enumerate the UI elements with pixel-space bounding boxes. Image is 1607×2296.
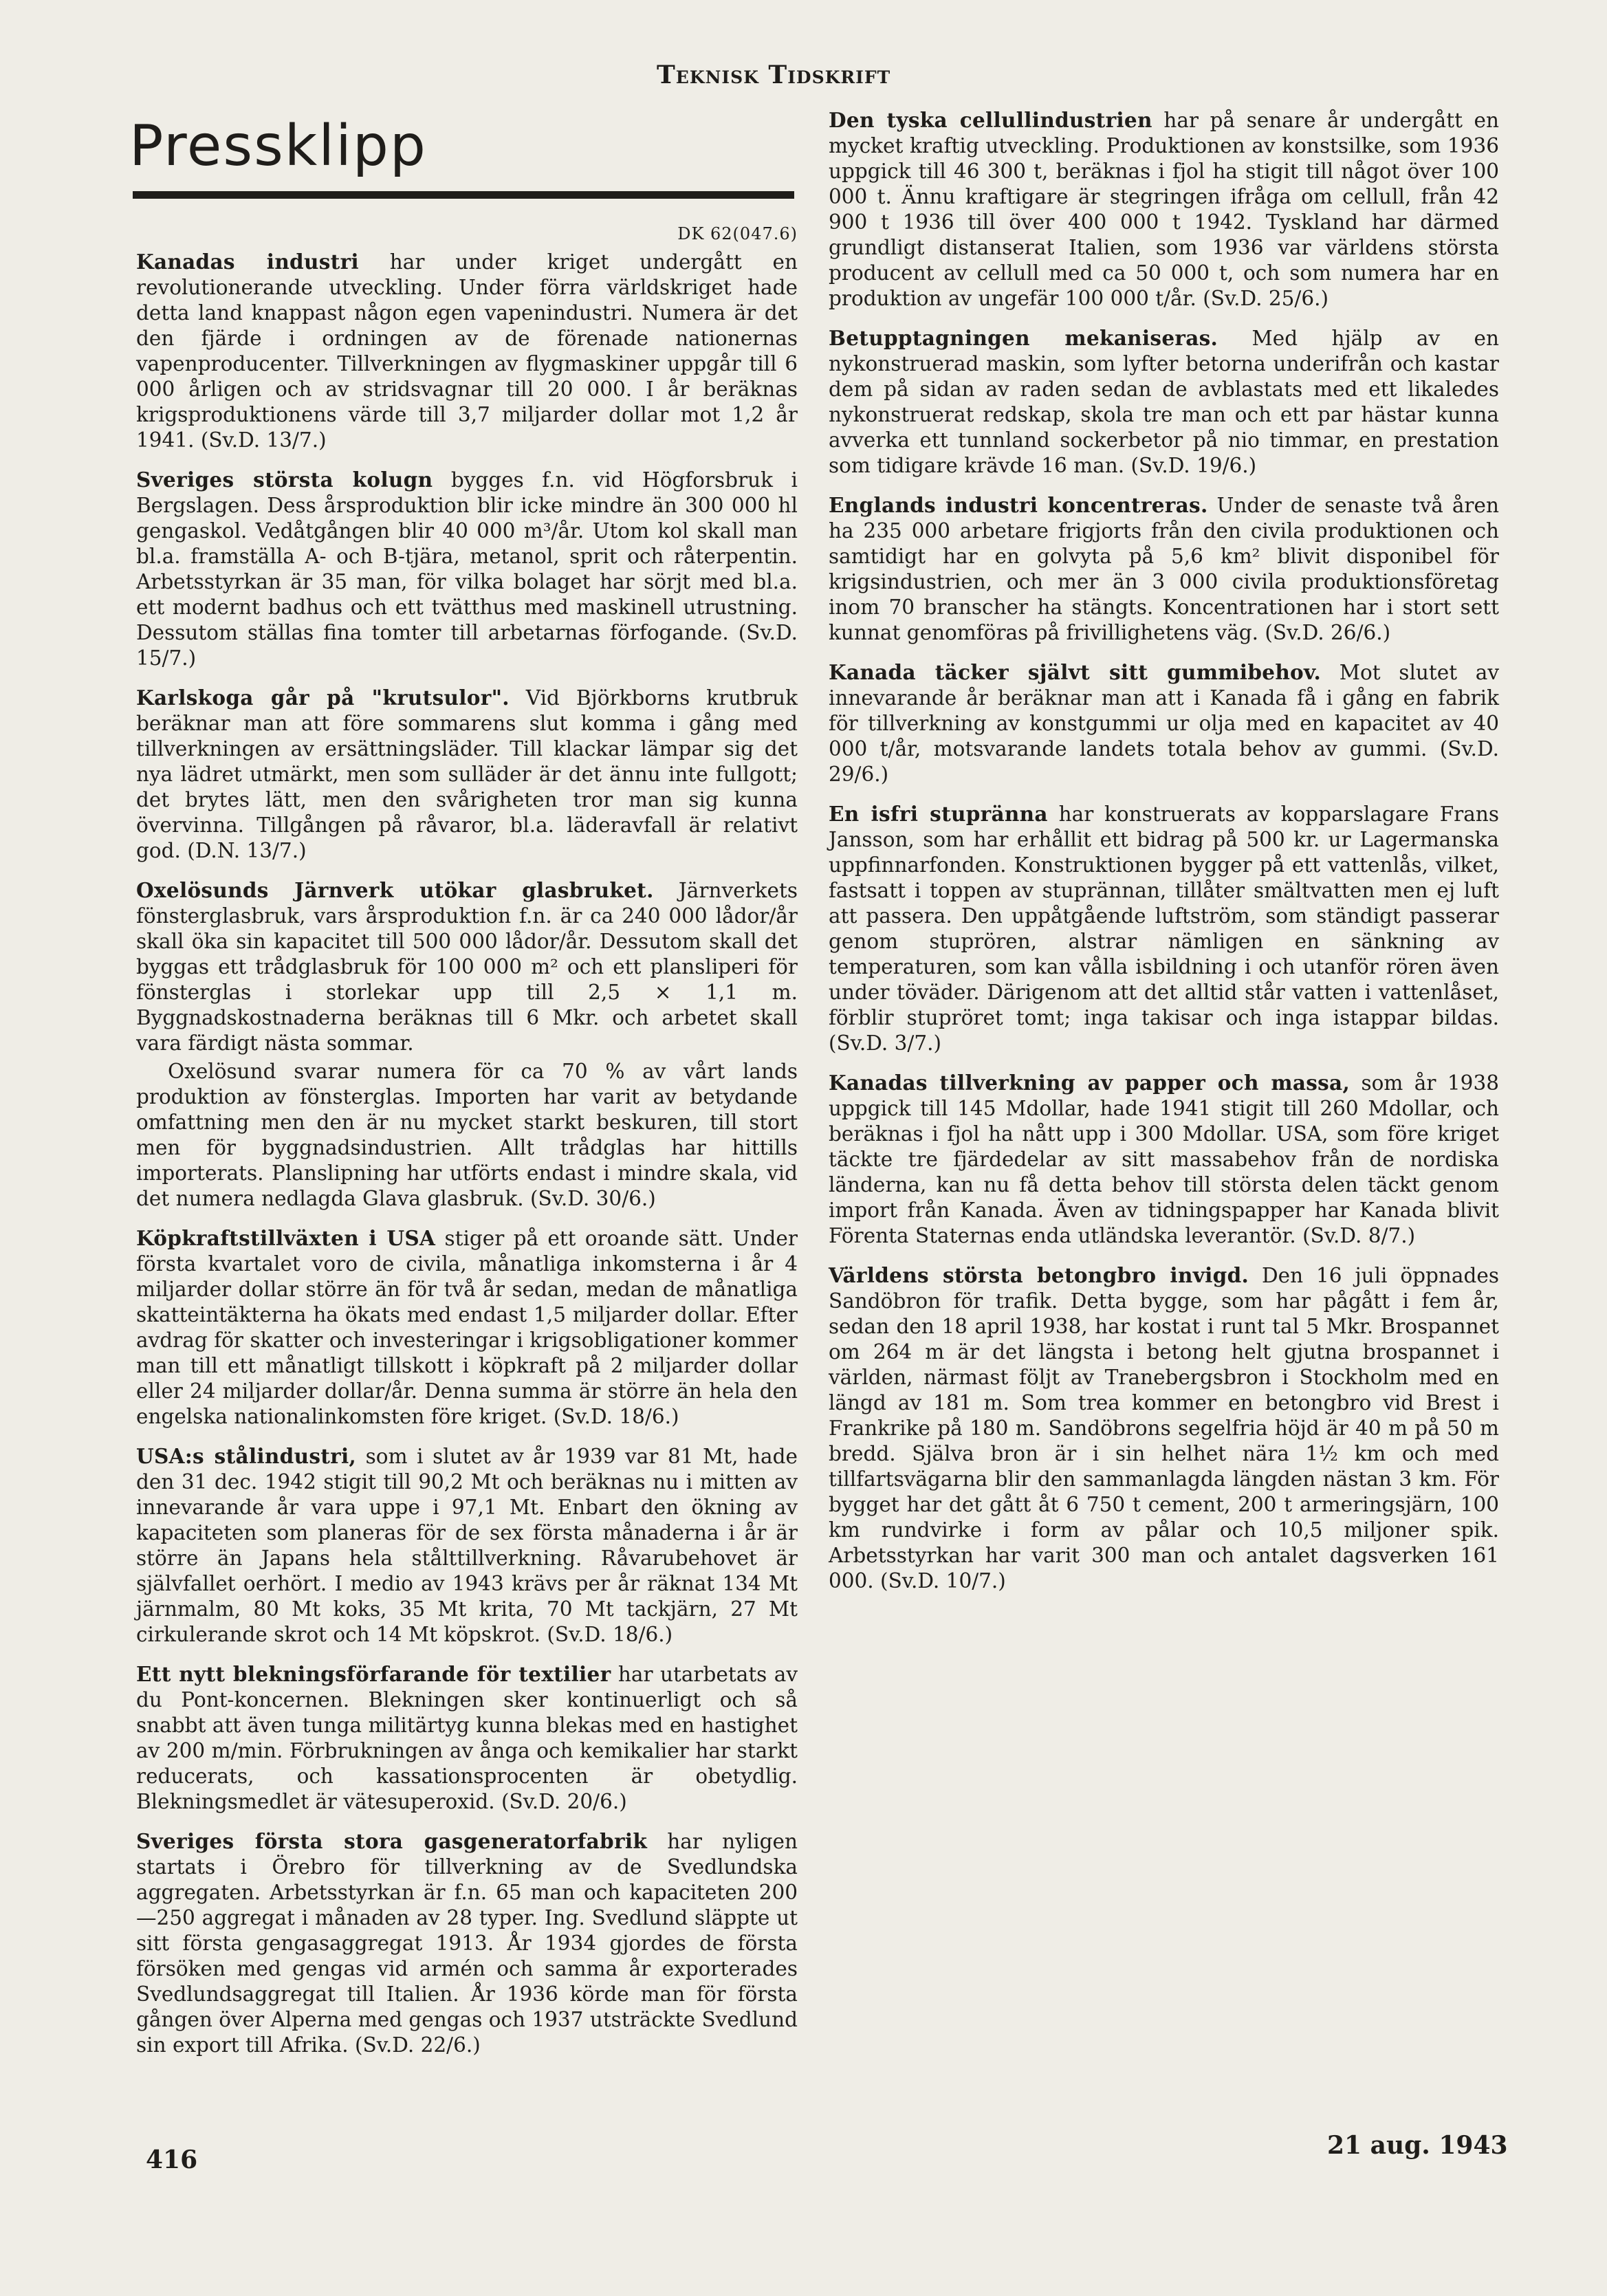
title-rule: [133, 191, 794, 199]
article-headline: Sveriges största kolugn: [136, 468, 433, 492]
section-title: Pressklipp: [129, 113, 427, 179]
article-body: som i slutet av år 1939 var 81 Mt, hade den 31 dec. 1942 stigit till 90,2 Mt och beräknas nu i mitten av innevarande år vara uppe i 97,1 Mt. Enbart den ökning av kapaciteten som planeras för de sex första månaderna i år är större än Japans hela stålttillverkning. Råvarubehovet är självfallet oerhört. I medio av 1943 krävs per år räknat 134 Mt järnmalm, 80 Mt koks, 35 Mt krita, 70 Mt tackjärn, 27 Mt cirkulerande skrot och 14 Mt köpskrot. (Sv.D. 18/6.): [136, 1445, 798, 1646]
article-headline: Kanada täcker självt sitt gummibehov.: [829, 660, 1322, 684]
article-body: har under kriget undergått en revolutionerande utveckling. Under förra världskriget hade detta land knappast någon egen vapenindustri. Numera är det den fjärde i ordningen av de förenade nationernas vapenproducenter. Tillverkningen av flygmaskiner uppgår till 6 000 årligen och av stridsvagnar till 20 000. I år beräknas krigsproduktionens värde till 3,7 miljarder dollar mot 1,2 år 1941. (Sv.D. 13/7.): [136, 250, 798, 452]
page-number: 416: [146, 2145, 198, 2174]
article-gasgenerator: [136, 1828, 798, 2058]
article-headline: Kanadas industri: [136, 250, 359, 274]
article-karlskoga: [136, 685, 798, 864]
article-headline: Köpkraftstillväxten i USA: [136, 1226, 436, 1250]
right-column: [829, 107, 1499, 1608]
issue-date: 21 aug. 1943: [1327, 2131, 1508, 2160]
article-body: Den 16 juli öppnades Sandöbron för trafik. Detta bygge, som har pågått i fem år, sedan den 18 april 1938, har kostat i runt tal 5 Mkr. Brospannet om 264 m är det längsta i betong helt gjutna brospannet i världen, närmast följt av Tranebergsbron i Stockholm med en längd av 181 m. Som trea kommer en betongbro vid Brest i Frankrike på 180 m. Sandöbrons segelfria höjd är 40 m på 50 m bredd. Själva bron är i sin helhet nära 1½ km och med tillfartsvägarna blir den sammanlagda längden nästan 3 km. För bygget har det gått åt 6 750 t cement, 200 t armeringsjärn, 100 km rundvirke i form av pålar och 10,5 miljoner spik. Arbetsstyrkan har varit 300 man och antalet dagsverken 161 000. (Sv.D. 10/7.): [829, 1264, 1499, 1593]
article-body: har nyligen startats i Örebro för tillverkning av de Svedlundska aggregaten. Arbetsstyrkan är f.n. 65 man och kapaciteten 200—250 aggregat i månaden av 28 typer. Ing. Svedlund släppte ut sitt första gengasaggregat 1913. År 1934 gjordes de första försöken med gengas vid armén och samma år exporterades Svedlundsaggregat till Italien. År 1936 körde man för första gången över Alperna med gengas och 1937 utsträckte Svedlund sin export till Afrika. (Sv.D. 22/6.): [136, 1830, 798, 2057]
article-headline: Den tyska cellullindustrien: [829, 108, 1152, 132]
article-body: stiger på ett oroande sätt. Under första kvartalet voro de civila, månatliga inkomsterna i år 4 miljarder dollar större än för två år sedan, medan de månatliga skatteintäkterna ha ökats med endast 1,5 miljarder dollar. Efter avdrag för skatter och investeringar i krigsobligationer kommer man till ett månatligt tillskott i köpkraft på 2 miljarder dollar eller 24 miljarder dollar/år. Denna summa är större än hela den engelska nationalinkomsten före kriget. (Sv.D. 18/6.): [136, 1227, 798, 1428]
article-body: som år 1938 uppgick till 145 Mdollar, hade 1941 stigit till 260 Mdollar, och beräknas i fjol ha nått upp i 300 Mdollar. USA, som före kriget täckte tre fjärdedelar av sitt massabehov från de nordiska länderna, kan nu få detta behov till största delen täckt genom import från Kanada. Även av tidningspapper har Kanada blivit Förenta Staternas enda utländska leverantör. (Sv.D. 8/7.): [829, 1071, 1499, 1247]
article-headline: Oxelösunds Järnverk utökar glasbruket.: [136, 878, 654, 902]
article-headline: USA:s stålindustri,: [136, 1444, 357, 1468]
article-oxelosund-continued: [136, 1059, 798, 1212]
article-usa-stalindustri: [136, 1443, 798, 1648]
article-headline: Englands industri koncentreras.: [829, 493, 1208, 517]
article-headline: Kanadas tillverkning av papper och massa,: [829, 1071, 1351, 1095]
article-blekning: [136, 1661, 798, 1815]
article-stuprenna: [829, 801, 1499, 1056]
article-betongbro: [829, 1262, 1499, 1594]
article-body: Med hjälp av en nykonstruerad maskin, som lyfter betorna underifrån och kastar dem på sidan av raden sedan de avblastats med ett likaledes nykonstruerat redskap, skola tre man och ett par hästar kunna avverka ett tunnland sockerbetor på nio timmar, en prestation som tidigare krävde 16 man. (Sv.D. 19/6.): [829, 327, 1499, 477]
article-oxelosund: [136, 877, 798, 1056]
article-body: Vid Björkborns krutbruk beräknar man att före sommarens slut komma i gång med tillverkningen av ersättningsläder. Till klackar lämpar sig det nya lädret utmärkt, men som sulläder är det ännu inte fullgott; det brytes lätt, men den svårigheten tror man sig kunna övervinna. Tillgången på råvaror, bl.a. läderavfall är relativt god. (D.N. 13/7.): [136, 686, 798, 862]
article-cellull: [829, 107, 1499, 311]
article-body: bygges f.n. vid Högforsbruk i Bergslagen. Dess årsproduktion blir icke mindre än 300 000 hl gengaskol. Vedåtgången blir 40 000 m³/år. Utom kol skall man bl.a. framställa A- och B-tjära, metanol, sprit och råterpentin. Arbetsstyrkan är 35 man, för vilka bolaget har sörjt med bl.a. ett modernt badhus och ett tvätthus med maskinell utrustning. Dessutom ställas fina tomter till arbetarnas förfogande. (Sv.D. 15/7.): [136, 468, 798, 670]
article-body: har konstruerats av kopparslagare Frans Jansson, som har erhållit ett bidrag på 500 kr. ur Lagermanska uppfinnarfonden. Konstruktionen bygger på ett vattenlås, vilket, fastsatt i toppen av stuprännan, tillåter smältvatten men ej luft att passera. Den uppåtgående luftström, som ständigt passerar genom stuprören, alstrar nämligen en sänkning av temperaturen, som kan vålla isbildning i och utanför rören även under töväder. Därigenom att det alltid står vatten i vattenlåset, förblir stupröret tomt; inga takisar och inga istappar bildas. (Sv.D. 3/7.): [829, 802, 1499, 1055]
article-kanadas-industri: [136, 249, 798, 453]
article-headline: En isfri stupränna: [829, 802, 1048, 826]
journal-masthead: Teknisk Tidskrift: [657, 61, 891, 89]
article-gummibehov: [829, 659, 1499, 787]
article-body: har på senare år undergått en mycket kraftig utveckling. Produktionen av konstsilke, som 1936 uppgick till 46 300 t, beräknas i fjol ha stigit till något över 100 000 t. Ännu kraftigare är stegringen ifråga om cellull, från 42 900 t 1936 till över 400 000 t 1942. Tyskland har därmed grundligt distanserat Italien, som 1936 var världens största producent av cellull med ca 50 000 t, och som numera har en produktion av ungefär 100 000 t/år. (Sv.D. 25/6.): [829, 109, 1499, 310]
article-body: Oxelösund svarar numera för ca 70 % av vårt lands produktion av fönsterglas. Importen har varit av betydande omfattning men den är nu mycket starkt beskuren, till stort men för byggnadsindustrien. Allt trådglas har hittills importerats. Planslipning har utförts endast i mindre skala, vid det numera nedlagda Glava glasbruk. (Sv.D. 30/6.): [136, 1060, 798, 1210]
left-column: [136, 221, 798, 2072]
article-headline: Världens största betongbro invigd.: [829, 1263, 1249, 1287]
article-body: Under de senaste två åren ha 235 000 arbetare frigjorts från den civila produktionen och samtidigt har en golvyta på 5,6 km² blivit disponibel för krigsindustrien, och mer än 3 000 civila produktionsföretag inom 70 branscher ha stängts. Koncentrationen har i stort sett kunnat genomföras på frivillighetens väg. (Sv.D. 26/6.): [829, 494, 1499, 644]
article-headline: Betupptagningen mekaniseras.: [829, 326, 1218, 350]
article-headline: Ett nytt blekningsförfarande för textilier: [136, 1662, 611, 1686]
article-body: Järnverkets fönsterglasbruk, vars årsproduktion f.n. är ca 240 000 lådor/år skall öka sin kapacitet till 500 000 lådor/år. Dessutom skall det byggas ett trådglasbruk för 100 000 m² och ett plansliperi för fönsterglas i storlekar upp till 2,5 × 1,1 m. Byggnadskostnaderna beräknas till 6 Mkr. och arbetet skall vara färdigt nästa sommar.: [136, 879, 798, 1055]
article-kopkraft-usa: [136, 1225, 798, 1430]
article-headline: Karlskoga går på "krutsulor".: [136, 686, 510, 710]
article-betupptagning: [829, 325, 1499, 479]
article-kolugn: [136, 467, 798, 671]
article-body: Mot slutet av innevarande år beräknar man att i Kanada få i gång en fabrik för tillverkning av konstgummi ur olja med en kapacitet av 40 000 t/år, motsvarande landets totala behov av gummi. (Sv.D. 29/6.): [829, 661, 1499, 786]
article-body: har utarbetats av du Pont-koncernen. Blekningen sker kontinuerligt och så snabbt att även tunga militärtyg kunna blekas med en hastighet av 200 m/min. Förbrukningen av ånga och kemikalier har starkt reducerats, och kassationsprocenten är obetydlig. Blekningsmedlet är vätesuperoxid. (Sv.D. 20/6.): [136, 1663, 798, 1813]
dk-classification: DK 62(047.6): [677, 224, 798, 243]
article-england: [829, 492, 1499, 646]
article-papper-massa: [829, 1070, 1499, 1249]
article-headline: Sveriges första stora gasgeneratorfabrik: [136, 1829, 648, 1853]
